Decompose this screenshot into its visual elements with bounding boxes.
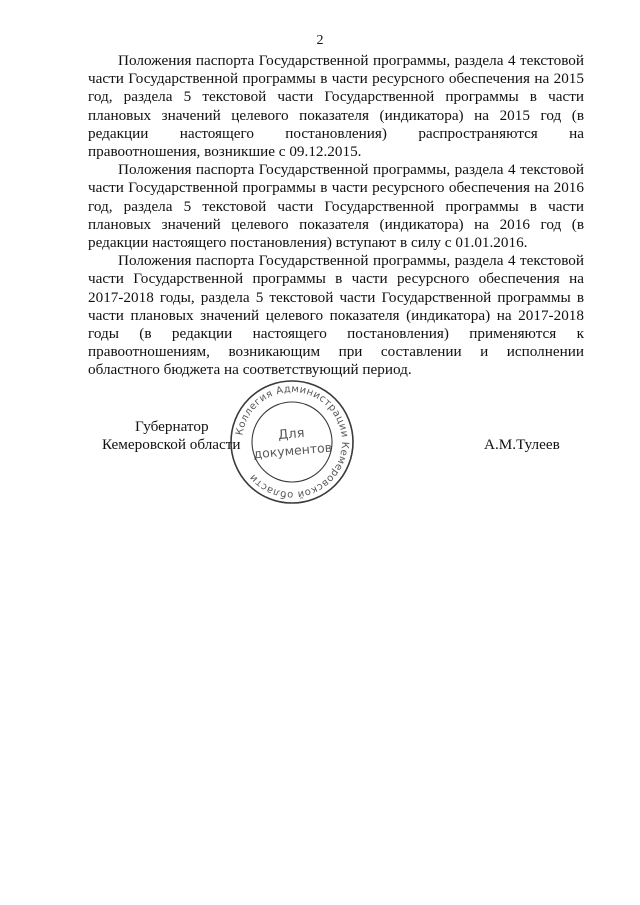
paragraph-2: Положения паспорта Государственной программы, раздела 4 текстовой части Государственной программы в части ресурсного обеспечения на 2016 год, раздела 5 текстовой части Государственной программы в части плановых значений целевого показателя (индикатора) на 2016 год (в редакции настоящего постановления) вступают в силу с 01.01.2016. [88,161,584,252]
signatory-name: А.М.Тулеев [484,436,560,453]
paragraph-1: Положения паспорта Государственной программы, раздела 4 текстовой части Государственной программы в части ресурсного обеспечения на 2015 год, раздела 5 текстовой части Государственной программы в части плановых значений целевого показателя (индикатора) на 2015 год (в редакции настоящего постановления) распространяются на правоотношения, возникшие с 09.12.2015. [88,52,584,161]
document-body [88,52,584,380]
signatory-title-line1: Губернатор [135,418,209,435]
seal-center-line2: документов [252,439,333,462]
paragraph-3: Положения паспорта Государственной программы, раздела 4 текстовой части Государственной программы в части ресурсного обеспечения на 2017-2018 годы, раздела 5 текстовой части Государственной программы в части плановых значений целевого показателя (индикатора) на 2017-2018 годы (в редакции настоящего постановления) применяются к правоотношениям, возникающим при составлении и исполнении областного бюджета на соответствующий период. [88,252,584,379]
seal-ring-text: Коллегия Администрации Кемеровской области [234,383,351,501]
official-seal [228,378,356,506]
seal-outer-ring [231,381,353,503]
signatory-title-line2: Кемеровской области [102,436,241,453]
page-number: 2 [316,33,324,48]
seal-center-line1: Для [277,425,306,444]
